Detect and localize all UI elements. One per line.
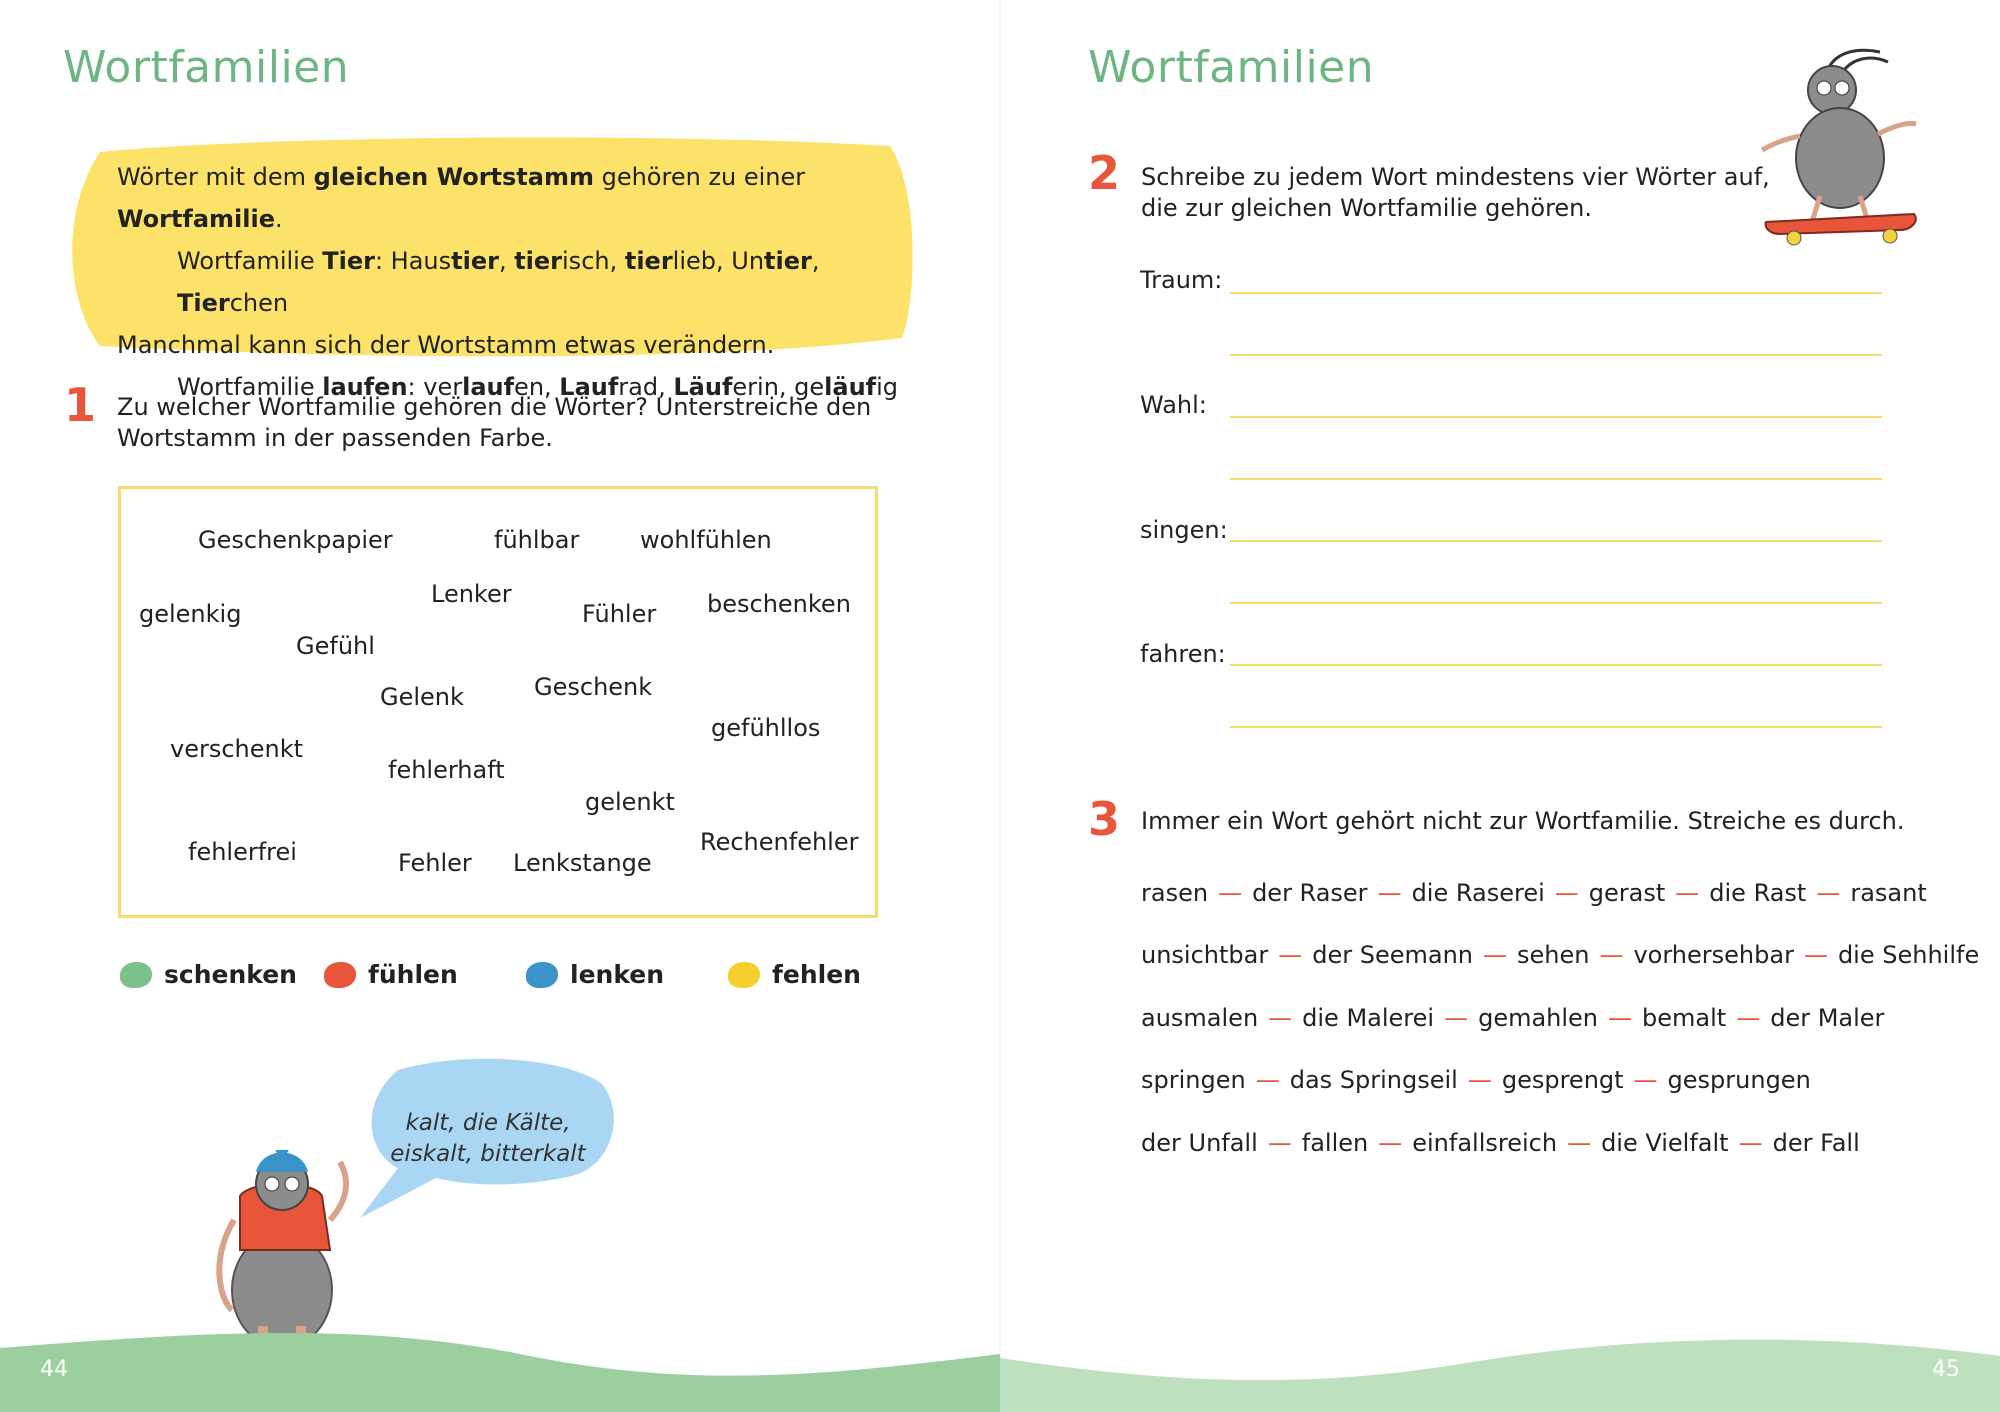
row-word[interactable]: sehen (1517, 941, 1590, 969)
row-word[interactable]: gesprengt (1501, 1066, 1624, 1094)
row-word[interactable]: rasant (1850, 879, 1927, 907)
row-word[interactable]: ausmalen (1141, 1004, 1259, 1032)
yellow-dot-icon (728, 962, 760, 988)
page-title: Wortfamilien (1088, 42, 1375, 93)
legend-fehlen: fehlen (728, 960, 861, 989)
blue-dot-icon (526, 962, 558, 988)
ant-skateboard-icon (1760, 46, 1920, 246)
row-word[interactable]: die Rast (1709, 879, 1807, 907)
word-item[interactable]: Gefühl (296, 632, 375, 660)
task-number-2: 2 (1088, 146, 1121, 200)
write-line[interactable] (1230, 292, 1882, 294)
row-word[interactable]: fallen (1301, 1129, 1369, 1157)
word-row: rasen — der Raser — die Raserei — gerast — die Rast — rasant (1141, 879, 1927, 907)
write-line[interactable] (1230, 416, 1882, 418)
info-line-2: Wortfamilie Tier: Haustier, tierisch, tierlieb, Untier, Tierchen (177, 247, 820, 317)
write-line[interactable] (1230, 726, 1882, 728)
task-3-text: Immer ein Wort gehört nicht zur Wortfamilie. Streiche es durch. (1141, 807, 1905, 835)
row-word[interactable]: rasen (1141, 879, 1209, 907)
row-word[interactable]: der Seemann (1312, 941, 1473, 969)
legend-fuehlen: fühlen (324, 960, 458, 989)
task-number-3: 3 (1088, 792, 1121, 846)
info-line-4: Wortfamilie laufen: verlaufen, Laufrad, Läuferin, geläufig (177, 373, 899, 401)
task-1-text: Zu welcher Wortfamilie gehören die Wörter? Unterstreiche den Wortstamm in der passenden Farbe. (117, 393, 872, 452)
word-item[interactable]: Lenker (431, 580, 512, 608)
write-line[interactable] (1230, 664, 1882, 666)
word-item[interactable]: verschenkt (170, 735, 304, 763)
row-word[interactable]: der Raser (1252, 879, 1368, 907)
page-number: 45 (1932, 1357, 1960, 1382)
row-word[interactable]: der Unfall (1141, 1129, 1258, 1157)
write-line[interactable] (1230, 354, 1882, 356)
word-item[interactable]: beschenken (707, 590, 851, 618)
info-line-1: Wörter mit dem gleichen Wortstamm gehören zu einer Wortfamilie. (117, 163, 806, 233)
write-label-singen: singen: (1140, 516, 1228, 544)
write-line[interactable] (1230, 602, 1882, 604)
red-dot-icon (324, 962, 356, 988)
info-line-3: Manchmal kann sich der Wortstamm etwas verändern. (117, 331, 775, 359)
word-item[interactable]: Gelenk (380, 683, 464, 711)
row-word[interactable]: gesprungen (1667, 1066, 1811, 1094)
legend-lenken: lenken (526, 960, 664, 989)
row-word[interactable]: die Sehhilfe (1837, 941, 1980, 969)
page-number: 44 (40, 1357, 68, 1382)
row-word[interactable]: die Vielfalt (1601, 1129, 1729, 1157)
word-row: springen — das Springseil — gesprengt — gesprungen (1141, 1066, 1811, 1094)
word-item[interactable]: Lenkstange (513, 849, 652, 877)
write-line[interactable] (1230, 478, 1882, 480)
row-word[interactable]: die Raserei (1411, 879, 1545, 907)
row-word[interactable]: einfallsreich (1412, 1129, 1558, 1157)
word-item[interactable]: fühlbar (494, 526, 580, 554)
green-hill (1000, 1312, 2000, 1412)
info-text (117, 156, 917, 408)
green-dot-icon (120, 962, 152, 988)
row-word[interactable]: gemahlen (1478, 1004, 1599, 1032)
word-item[interactable]: Geschenk (534, 673, 653, 701)
word-row: unsichtbar — der Seemann — sehen — vorhersehbar — die Sehhilfe (1141, 941, 1980, 969)
task-number-1: 1 (64, 378, 97, 432)
row-word[interactable]: unsichtbar (1141, 941, 1269, 969)
row-word[interactable]: bemalt (1642, 1004, 1727, 1032)
write-label-fahren: fahren: (1140, 640, 1226, 668)
word-item[interactable]: fehlerfrei (188, 838, 297, 866)
task-2-text: Schreibe zu jedem Wort mindestens vier Wörter auf, die zur gleichen Wortfamilie gehören. (1141, 163, 1770, 222)
word-item[interactable]: Fühler (582, 600, 657, 628)
row-word[interactable]: vorhersehbar (1633, 941, 1794, 969)
word-item[interactable]: wohlfühlen (640, 526, 772, 554)
right-page (1000, 0, 2000, 1412)
word-item[interactable]: Geschenkpapier (198, 526, 393, 554)
bubble-text: kalt, die Kälte, eiskalt, bitterkalt (390, 1110, 586, 1167)
word-row: der Unfall — fallen — einfallsreich — die Vielfalt — der Fall (1141, 1129, 1860, 1157)
green-hill (0, 1312, 1000, 1412)
write-label-traum: Traum: (1140, 266, 1223, 294)
legend-schenken: schenken (120, 960, 297, 989)
row-word[interactable]: der Fall (1772, 1129, 1860, 1157)
word-item[interactable]: fehlerhaft (388, 756, 505, 784)
word-item[interactable]: gelenkt (585, 788, 675, 816)
word-item[interactable]: gelenkig (139, 600, 242, 628)
row-word[interactable]: das Springseil (1289, 1066, 1458, 1094)
word-item[interactable]: Rechenfehler (700, 828, 859, 856)
row-word[interactable]: springen (1141, 1066, 1246, 1094)
page-title: Wortfamilien (63, 42, 350, 93)
write-label-wahl: Wahl: (1140, 391, 1207, 419)
word-row: ausmalen — die Malerei — gemahlen — bemalt — der Maler (1141, 1004, 1885, 1032)
write-line[interactable] (1230, 540, 1882, 542)
row-word[interactable]: die Malerei (1302, 1004, 1435, 1032)
word-item[interactable]: Fehler (398, 849, 472, 877)
word-item[interactable]: gefühllos (711, 714, 821, 742)
row-word[interactable]: der Maler (1770, 1004, 1885, 1032)
row-word[interactable]: gerast (1588, 879, 1666, 907)
